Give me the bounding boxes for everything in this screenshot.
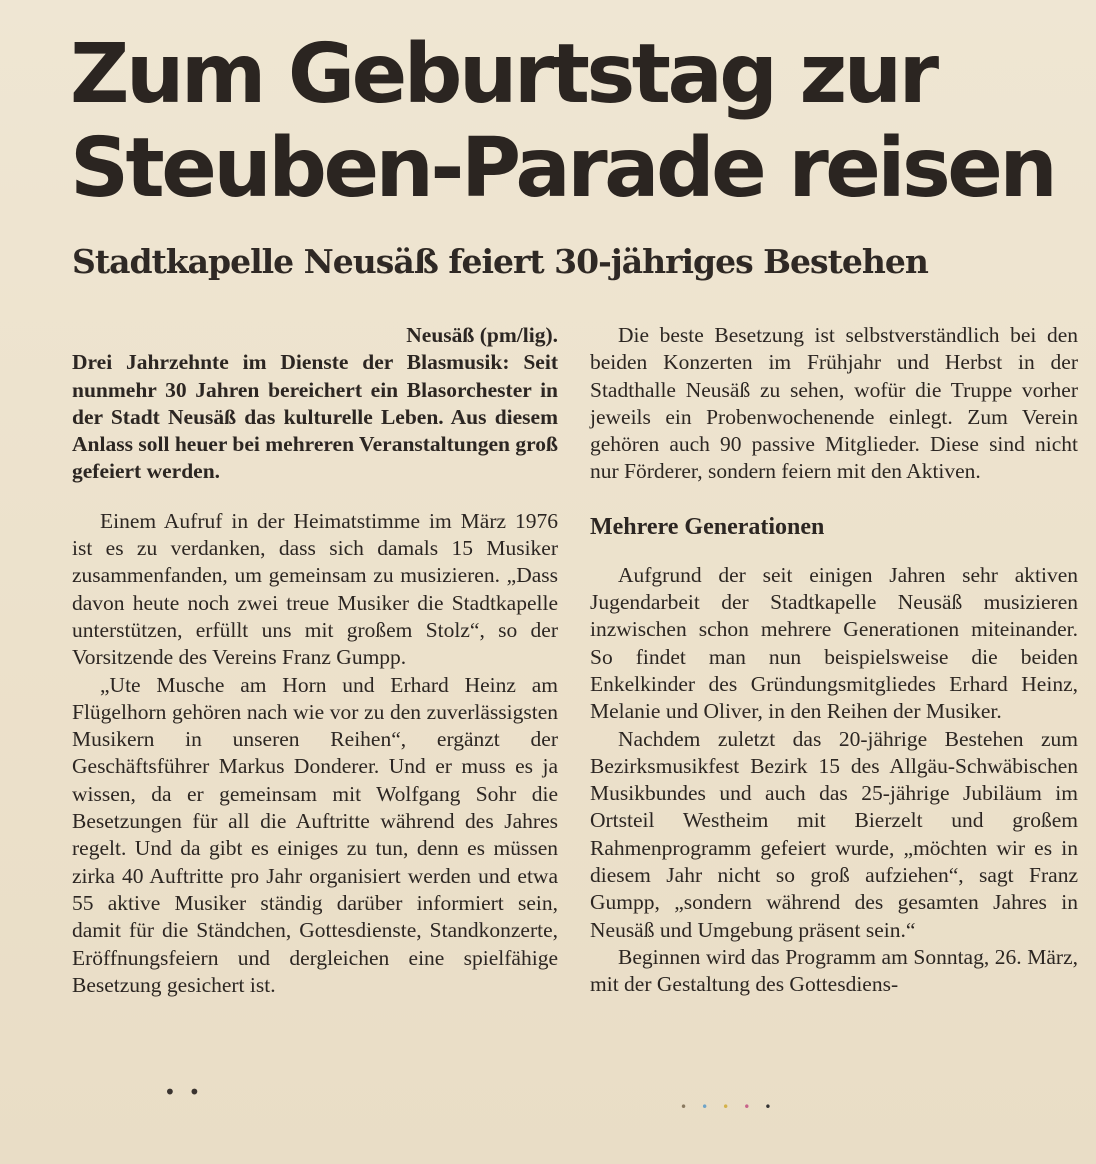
body-paragraph: Die beste Besetzung ist selbstverständlich bei den beiden Konzerten im Frühjahr und Herbst in der Stadthalle Neusäß zu sehen, wofür die Truppe vorher jeweils ein Probenwochenende einlegt. Zum Verein gehören auch 90 passive Mitglieder. Diese sind nicht nur Förderer, sondern feiern mit den Aktiven. [590, 323, 1078, 484]
body-paragraph: Aufgrund der seit einigen Jahren sehr aktiven Jugendarbeit der Stadtkapelle Neusäß musizieren inzwischen schon mehrere Generationen miteinander. So findet man nun beispielsweise die beiden Enkelkinder des Gründungsmitgliedes Erhard Heinz, Melanie und Oliver, in den Reihen der Musiker. [590, 562, 1078, 724]
color-registration-dots: ••••• [680, 1100, 786, 1114]
headline-line-2: Steuben-Parade reisen [70, 121, 1055, 216]
body-paragraph: „Ute Musche am Horn und Erhard Heinz am Flügelhorn gehören nach wie vor zu den zuverlässigsten Musikern in unseren Reihen“, ergänzt der Geschäftsführer Markus Donderer. Und er muss es ja wissen, da er gemeinsam mit Wolfgang Sohr die Besetzungen für all die Auftritte während des Jahres regelt. Und da gibt es einiges zu tun, denn es müssen zirka 40 Auftritte pro Jahr organisiert werden und etwa 55 aktive Musiker ständig darüber informiert sein, damit für die Ständchen, Gottesdienste, Standkonzerte, Eröffnungsfeiern und dergleichen eine spielfähige Besetzung gesichert ist. [72, 672, 558, 997]
body-paragraph: Beginnen wird das Programm am Sonntag, 26. März, mit der Gestaltung des Gottesdiens- [590, 944, 1078, 997]
right-column [590, 322, 1078, 999]
section-heading: Mehrere Generationen [590, 513, 825, 540]
spacer [72, 486, 558, 508]
body-paragraph: Einem Aufruf in der Heimatstimme im März 1976 ist es zu verdanken, dass sich damals 15 Musiker zusammenfanden, um gemeinsam zu musizieren. „Dass davon heute noch zwei treue Musiker die Stadtkapelle unterstützen, erfüllt uns mit großem Stolz“, so der Vorsitzende des Vereins Franz Gumpp. [72, 508, 558, 670]
dateline: Neusäß (pm/lig). [406, 323, 558, 347]
headline [70, 28, 1070, 216]
lead-paragraph: Drei Jahrzehnte im Dienste der Blasmusik: Seit nunmehr 30 Jahren bereichert ein Blasorchester in der Stadt Neusäß das kulturelle Leben. Aus diesem Anlass soll heuer bei mehreren Veranstaltungen groß gefeiert werden. [72, 350, 558, 484]
body-paragraph: Nachdem zuletzt das 20-jährige Bestehen zum Bezirksmusikfest Bezirk 15 des Allgäu-Schwäbischen Musikbundes und auch das 25-jährige Jubiläum im Ortsteil Westheim mit Bierzelt und großem Rahmenprogramm gefeiert wurde, „möchten wir es in diesem Jahr nicht so groß aufziehen“, sagt Franz Gumpp, „sondern während des gesamten Jahres in Neusäß und Umgebung präsent sein.“ [590, 726, 1078, 942]
headline-line-1: Zum Geburtstag zur [70, 27, 936, 122]
left-column [72, 322, 558, 999]
subheadline: Stadtkapelle Neusäß feiert 30-jähriges Bestehen [72, 242, 928, 281]
print-mark-dots: • • [164, 1080, 201, 1104]
